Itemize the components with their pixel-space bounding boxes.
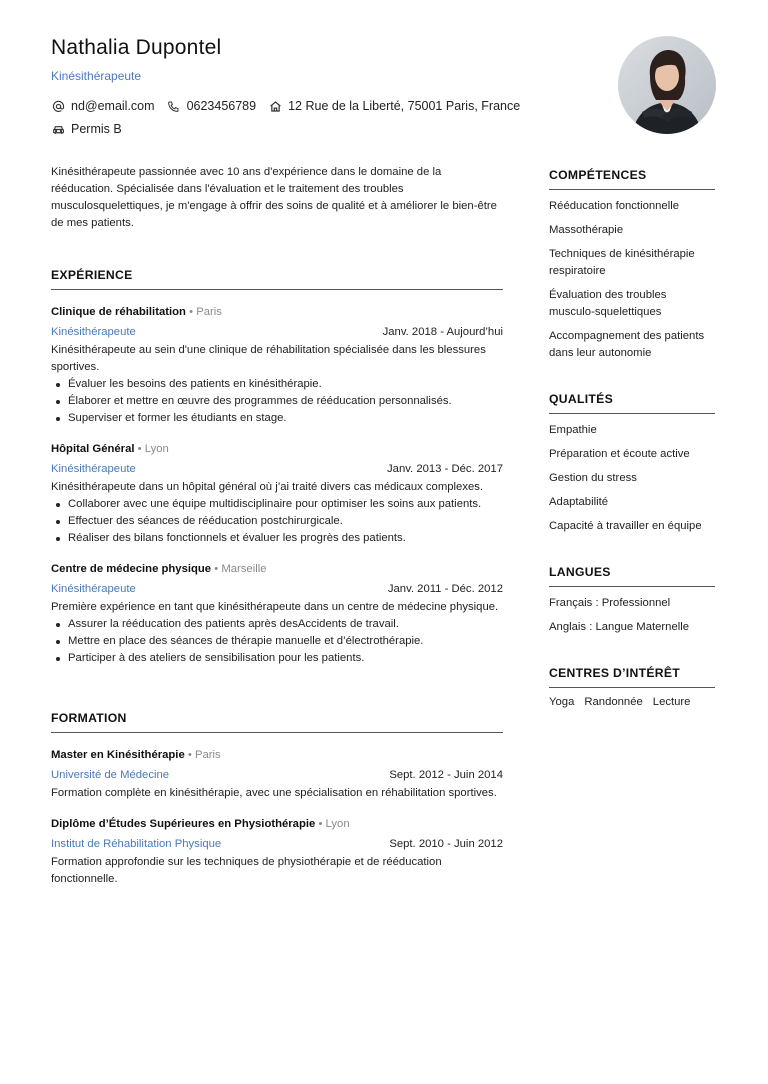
section-title-interests: CENTRES D’INTÉRÊT — [549, 666, 715, 688]
profile-summary: Kinésithérapeute passionnée avec 10 ans d'expérience dans le domaine de la rééducation. Spécialisée dans l'évaluation et le traitement des troubles musculosquelettiques, je m'engage à offrir des soins de qualité et à améliorer le bien-être de mes patients. — [51, 166, 497, 229]
quality-item: Capacité à travailler en équipe — [549, 520, 702, 532]
job-bullet: Réaliser des bilans fonctionnels et évaluer les progrès des patients. — [51, 530, 503, 547]
side-column — [549, 168, 715, 738]
employer-location: • Marseille — [214, 563, 267, 575]
quality-item: Empathie — [549, 424, 597, 436]
interests-list — [549, 696, 715, 708]
school-location: • Lyon — [318, 818, 350, 830]
quality-item: Gestion du stress — [549, 472, 637, 484]
contact-license — [51, 120, 122, 138]
skills-list — [549, 198, 715, 362]
address-text: 12 Rue de la Liberté, 75001 Paris, France — [288, 99, 521, 113]
main-column — [51, 164, 503, 888]
skills-section — [549, 168, 715, 362]
language-item: Français : Professionnel — [549, 597, 671, 609]
job-dates: Janv. 2013 - Déc. 2017 — [387, 463, 503, 475]
job-description: Kinésithérapeute au sein d'une clinique de réhabilitation spécialisée dans les blessures sportives. — [51, 344, 486, 373]
interest-item: Randonnée — [584, 696, 643, 708]
skill-item: Techniques de kinésithérapie respiratoire — [549, 248, 695, 277]
education-entry — [51, 816, 503, 888]
car-icon — [51, 122, 65, 136]
languages-section — [549, 565, 715, 636]
education-dates: Sept. 2010 - Juin 2012 — [389, 838, 503, 850]
profile-photo — [618, 36, 716, 134]
quality-item: Préparation et écoute active — [549, 448, 690, 460]
section-title-languages: LANGUES — [549, 565, 715, 587]
experience-entry — [51, 304, 503, 427]
job-bullet: Assurer la rééducation des patients après desAccidents de travail. — [51, 616, 503, 633]
education-entry — [51, 747, 503, 802]
skill-item: Rééducation fonctionnelle — [549, 200, 680, 212]
email-text: nd@email.com — [71, 99, 155, 113]
job-description: Kinésithérapeute dans un hôpital général où j’ai traité divers cas médicaux complexes. — [51, 481, 484, 493]
experience-entry — [51, 441, 503, 547]
language-item: Anglais : Langue Maternelle — [549, 621, 690, 633]
languages-list — [549, 595, 715, 636]
phone-text: 0623456789 — [186, 99, 257, 113]
experience-section — [51, 268, 503, 667]
job-bullets — [51, 496, 503, 547]
education-description: Formation approfondie sur les techniques de physiothérapie et de rééducation fonctionnelle. — [51, 856, 442, 885]
license-text: Permis B — [71, 122, 122, 136]
job-bullet: Effectuer des séances de rééducation postchirurgicale. — [51, 513, 503, 530]
contact-info — [51, 97, 591, 143]
contact-email[interactable] — [51, 97, 155, 115]
education-section — [51, 711, 503, 888]
skill-item: Évaluation des troubles musculo-squelettiques — [549, 289, 667, 318]
contact-phone[interactable] — [167, 97, 257, 115]
job-bullets — [51, 376, 503, 427]
skill-item: Accompagnement des patients dans leur autonomie — [549, 330, 705, 359]
job-description: Première expérience en tant que kinésithérapeute dans un centre de médecine physique. — [51, 601, 499, 613]
candidate-headline: Kinésithérapeute — [51, 69, 142, 83]
experience-entry — [51, 561, 503, 667]
job-bullets — [51, 616, 503, 667]
degree-name: Master en Kinésithérapie — [51, 749, 185, 761]
skill-item: Massothérapie — [549, 224, 624, 236]
quality-item: Adaptabilité — [549, 496, 609, 508]
job-bullet: Superviser et former les étudiants en stage. — [51, 410, 503, 427]
qualities-section — [549, 392, 715, 535]
job-bullet: Participer à des ateliers de sensibilisation pour les patients. — [51, 650, 503, 667]
phone-icon — [167, 99, 181, 113]
job-bullet: Mettre en place des séances de thérapie manuelle et d’électrothérapie. — [51, 633, 503, 650]
job-dates: Janv. 2011 - Déc. 2012 — [387, 583, 503, 595]
job-bullet: Élaborer et mettre en œuvre des programmes de rééducation personnalisés. — [51, 393, 503, 410]
section-title-qualities: QUALITÉS — [549, 392, 715, 414]
qualities-list — [549, 422, 715, 535]
job-bullet: Évaluer les besoins des patients en kinésithérapie. — [51, 376, 503, 393]
employer-location: • Paris — [189, 306, 222, 318]
school-name: Université de Médecine — [51, 769, 170, 781]
home-icon — [268, 99, 282, 113]
employer-name: Centre de médecine physique — [51, 563, 212, 575]
job-title: Kinésithérapeute — [51, 463, 136, 475]
employer-location: • Lyon — [137, 443, 169, 455]
school-name: Institut de Réhabilitation Physique — [51, 838, 222, 850]
job-dates: Janv. 2018 - Aujourd’hui — [382, 326, 503, 338]
education-dates: Sept. 2012 - Juin 2014 — [389, 769, 503, 781]
employer-name: Clinique de réhabilitation — [51, 306, 186, 318]
interest-item: Lecture — [652, 696, 691, 708]
job-title: Kinésithérapeute — [51, 326, 136, 338]
contact-address — [268, 97, 520, 115]
section-title-education: FORMATION — [51, 711, 503, 733]
at-icon — [51, 99, 65, 113]
interest-item: Yoga — [549, 696, 575, 708]
interests-section — [549, 666, 715, 708]
section-title-experience: EXPÉRIENCE — [51, 268, 503, 290]
candidate-name: Nathalia Dupontel — [51, 36, 222, 59]
employer-name: Hôpital Général — [51, 443, 135, 455]
resume-header — [51, 34, 591, 143]
school-location: • Paris — [187, 749, 221, 761]
education-description: Formation complète en kinésithérapie, avec une spécialisation en réhabilitation sportives. — [51, 787, 497, 799]
degree-name: Diplôme d’Études Supérieures en Physiothérapie — [51, 818, 316, 830]
job-title: Kinésithérapeute — [51, 583, 136, 595]
section-title-skills: COMPÉTENCES — [549, 168, 715, 190]
job-bullet: Collaborer avec une équipe multidisciplinaire pour optimiser les soins aux patients. — [51, 496, 503, 513]
